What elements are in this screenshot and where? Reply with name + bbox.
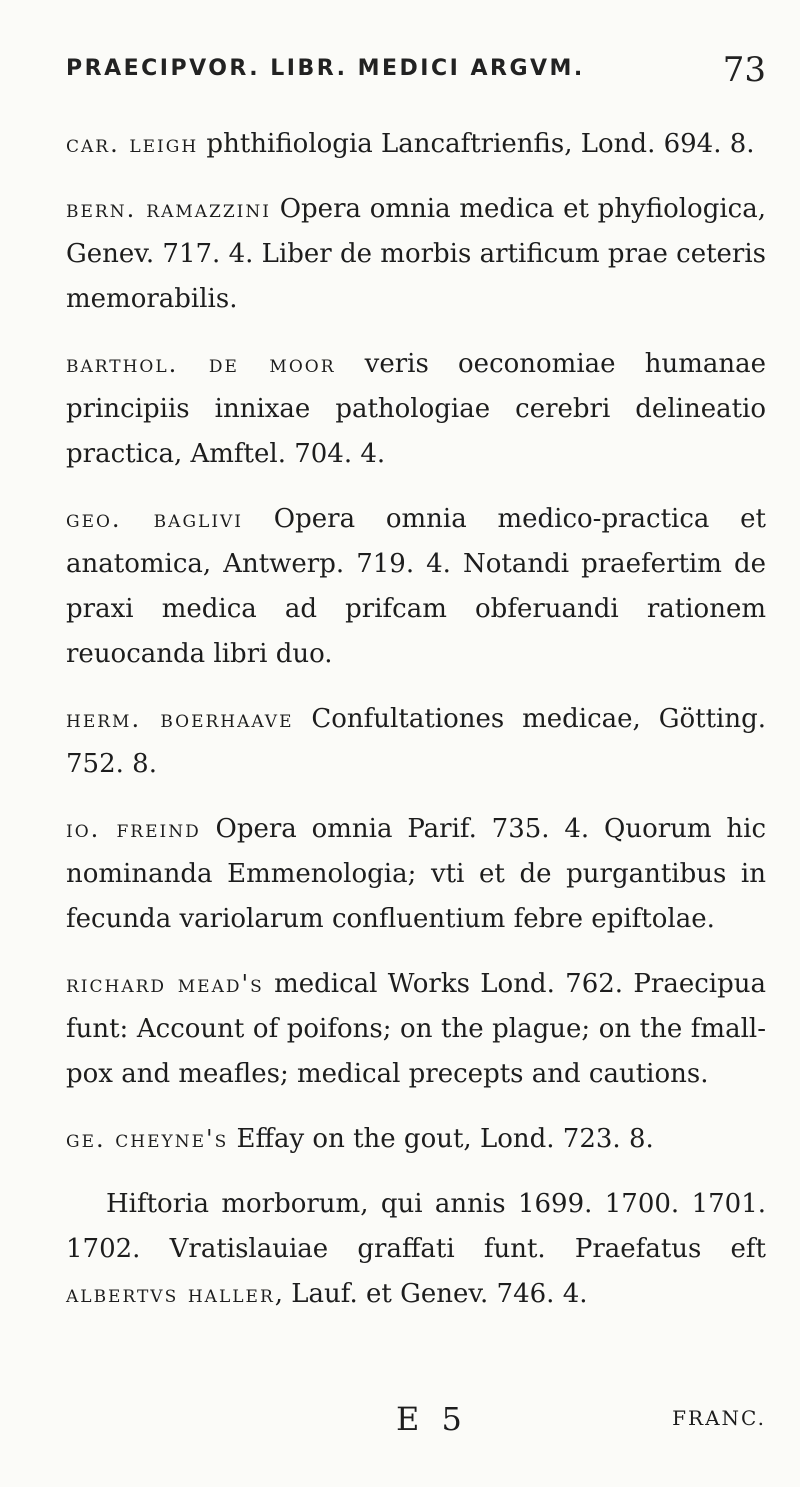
bibliography-entry — [66, 122, 766, 167]
entry-text: medical Works Lond. 762. Praecipua funt: Account of poifons; on the plague; on the fmall-pox and meafles; medical precepts and cautions. — [66, 969, 766, 1089]
entry-text: Opera omnia medico-practica et anatomica, Antwerp. 719. 4. Notandi praefertim de praxi medica ad prifcam obferuandi rationem reuocanda libri duo. — [66, 504, 767, 669]
historia-text-after: , Lauf. et Genev. 746. 4. — [274, 1279, 588, 1309]
entry-author: io. freind — [66, 815, 201, 843]
running-head: PRAECIPVOR. LIBR. MEDICI ARGVM. — [66, 56, 585, 81]
entry-text: Effay on the gout, Lond. 723. 8. — [228, 1124, 654, 1154]
entry-author: richard mead's — [66, 970, 264, 998]
bibliography-entry — [66, 697, 766, 787]
entry-author: ge. cheyne's — [66, 1125, 229, 1153]
bibliography-entry — [66, 342, 766, 477]
page-header — [66, 52, 766, 100]
catchword: FRANC. — [672, 1406, 766, 1430]
signature-mark: E 5 — [396, 1400, 468, 1438]
bibliography-entry — [66, 807, 766, 942]
bibliography-entry — [66, 962, 766, 1097]
page-number: 73 — [722, 50, 766, 90]
entry-author: barthol. de moor — [66, 350, 336, 378]
entry-author: bern. ramazzini — [66, 195, 271, 223]
entry-text: Opera omnia medica et phyfiologica, Genev. 717. 4. Liber de morbis artificum prae ceteris memorabilis. — [66, 194, 766, 314]
bibliography-entry — [66, 497, 766, 677]
entry-text: phthifiologia Lancaftrienfis, Lond. 694. 8. — [198, 129, 755, 159]
entry-author: herm. boerhaave — [66, 705, 294, 733]
historia-text-before: Hiftoria morborum, qui annis 1699. 1700. 1701. 1702. Vratislauiae graffati funt. Praefatus eft — [66, 1189, 766, 1264]
entry-text: veris oeconomiae humanae principiis innixae pathologiae cerebri delineatio practica, Amftel. 704. 4. — [66, 349, 766, 469]
bibliography-entry — [66, 187, 766, 322]
bibliography-list — [66, 122, 766, 1337]
entry-author: geo. baglivi — [66, 505, 244, 533]
entry-text: Confultationes medicae, Götting. 752. 8. — [66, 704, 766, 779]
bibliography-entry — [66, 1117, 766, 1162]
entry-text: Opera omnia Parif. 735. 4. Quorum hic nominanda Emmenologia; vti et de purgantibus in fecunda variolarum confluentium febre epiftolae. — [66, 814, 767, 934]
entry-author: car. leigh — [66, 130, 199, 158]
page-footer — [66, 1400, 766, 1440]
historia-paragraph — [66, 1182, 766, 1317]
historia-author: albertvs haller — [66, 1280, 275, 1308]
